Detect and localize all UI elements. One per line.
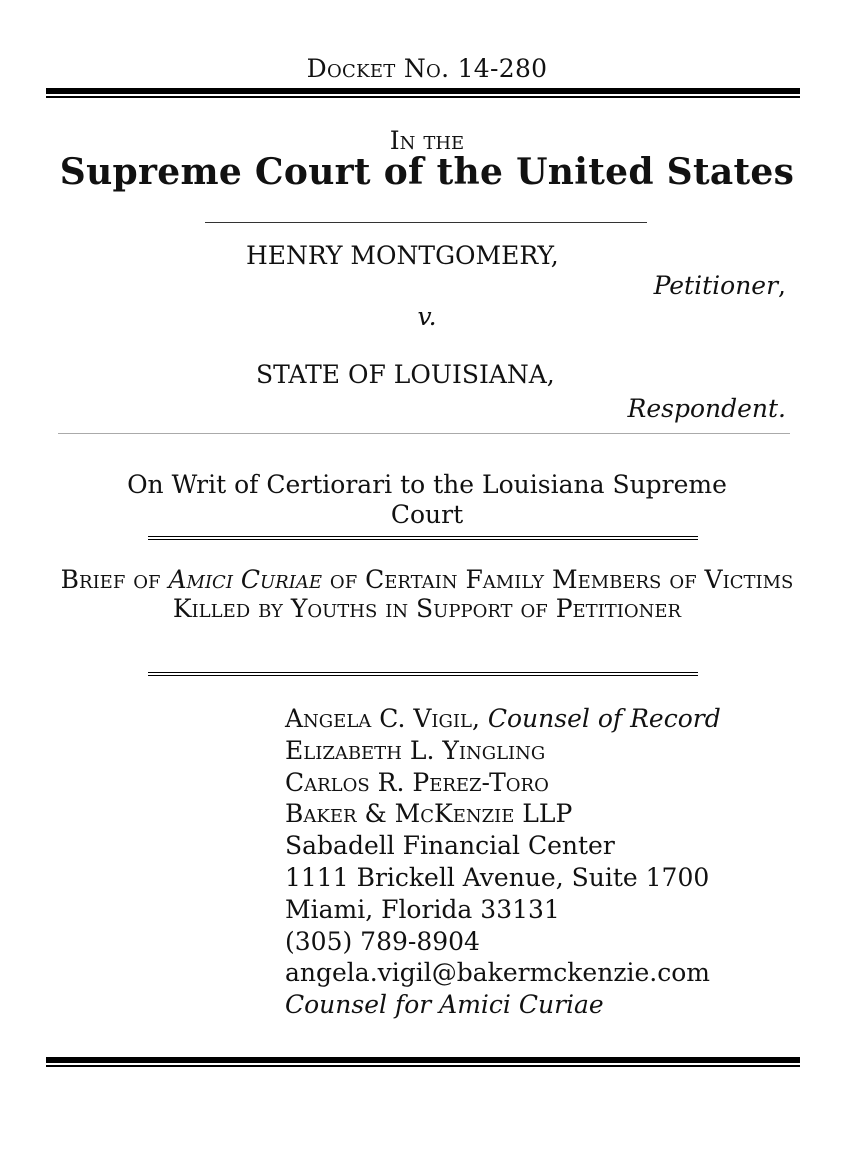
court-underline [205, 222, 647, 223]
petitioner-role: Petitioner, [653, 271, 786, 300]
brief-title [60, 565, 794, 623]
brief-title-prefix: Brief of [60, 565, 169, 594]
counsel-lead: Angela C. Vigil, Counsel of Record [285, 704, 721, 733]
address-line: Miami, Florida 33131 [285, 894, 560, 924]
versus: v. [417, 302, 437, 331]
counsel-lead-role: Counsel of Record [487, 704, 721, 733]
court-name: Supreme Court of the United States [59, 151, 795, 193]
counsel-line: Elizabeth L. Yingling [285, 735, 546, 765]
court-prefix: In the [389, 126, 465, 155]
counsel-block [285, 703, 721, 1021]
bottom-rule [46, 1057, 800, 1067]
petitioner-name: HENRY MONTGOMERY, [246, 241, 559, 270]
brief-title-amici: Amici Curiae [168, 565, 322, 594]
docket-number: Docket No. 14-280 [306, 54, 548, 83]
address-line: 1111 Brickell Avenue, Suite 1700 [285, 862, 710, 892]
phone-number: (305) 789-8904 [285, 926, 480, 956]
top-rule [46, 88, 800, 98]
respondent-role: Respondent. [627, 394, 786, 423]
address-line: Sabadell Financial Center [285, 831, 615, 861]
parties-divider [58, 433, 790, 434]
email-address: angela.vigil@bakermckenzie.com [285, 958, 710, 988]
brief-rule [148, 672, 698, 676]
petitioner-role-text: Petitioner [653, 271, 779, 300]
counsel-lead-name: Angela C. Vigil [285, 704, 472, 733]
firm-name: Baker & McKenzie LLP [285, 799, 573, 829]
brief-title-rest: of Certain Family Members of Victims Killed by Youths in Support of Petitioner [172, 565, 794, 623]
counsel-footer: Counsel for Amici Curiae [285, 990, 604, 1020]
writ-text: On Writ of Certiorari to the Louisiana Supreme Court [127, 470, 727, 529]
writ-rule [148, 536, 698, 540]
respondent-name: STATE OF LOUISIANA, [256, 360, 555, 389]
counsel-line: Carlos R. Perez-Toro [285, 767, 549, 797]
